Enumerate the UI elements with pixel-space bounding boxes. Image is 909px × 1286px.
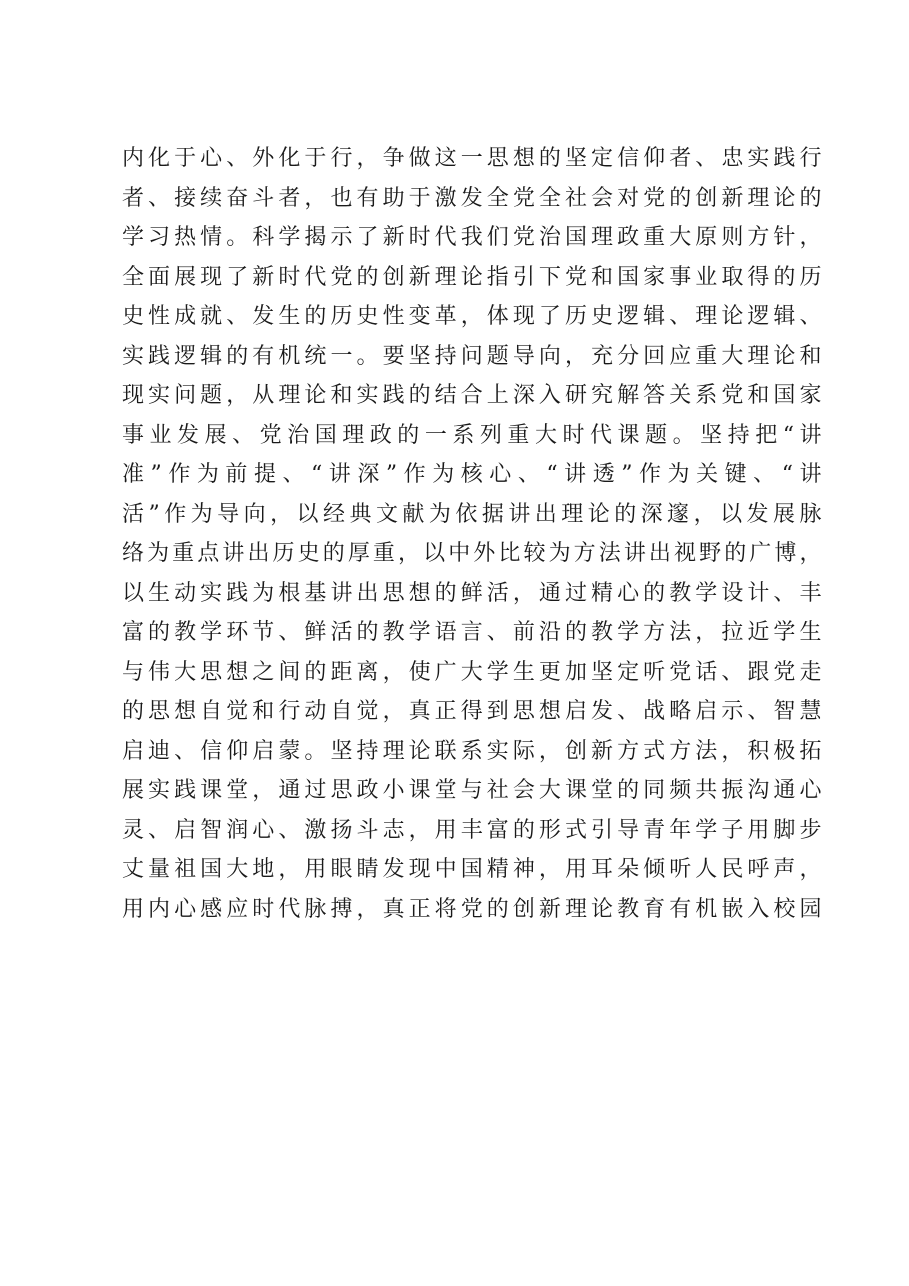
text-line: 实践逻辑的有机统一。要坚持问题导向，充分回应重大理论和	[122, 343, 822, 369]
body-paragraph	[122, 139, 822, 929]
text-line: 启迪、信仰启蒙。坚持理论联系实际，创新方式方法，积极拓	[122, 738, 822, 764]
text-line: 展实践课堂，通过思政小课堂与社会大课堂的同频共振沟通心	[122, 778, 822, 803]
text-line: 事业发展、党治国理政的一系列重大时代课题。坚持把“讲	[122, 422, 822, 448]
text-line: 的思想自觉和行动自觉，真正得到思想启发、战略启示、智慧	[122, 699, 822, 724]
text-line: 以生动实践为根基讲出思想的鲜活，通过精心的教学设计、丰	[122, 580, 822, 606]
text-line: 灵、启智润心、激扬斗志，用丰富的形式引导青年学子用脚步	[122, 817, 822, 843]
text-line: 者、接续奋斗者，也有助于激发全党全社会对党的创新理论的	[122, 185, 822, 211]
text-line: 准”作为前提、“讲深”作为核心、“讲透”作为关键、“讲	[122, 462, 822, 487]
text-line: 与伟大思想之间的距离，使广大学生更加坚定听党话、跟党走	[122, 659, 822, 685]
text-line: 用内心感应时代脉搏，真正将党的创新理论教育有机嵌入校园	[122, 896, 822, 922]
text-line: 络为重点讲出历史的厚重，以中外比较为方法讲出视野的广博，	[122, 541, 822, 566]
text-line: 内化于心、外化于行，争做这一思想的坚定信仰者、忠实践行	[122, 146, 822, 171]
text-line: 丈量祖国大地，用眼睛发现中国精神，用耳朵倾听人民呼声，	[122, 857, 822, 882]
text-line: 全面展现了新时代党的创新理论指引下党和国家事业取得的历	[122, 264, 822, 290]
text-line: 现实问题，从理论和实践的结合上深入研究解答关系党和国家	[122, 383, 822, 408]
text-line: 富的教学环节、鲜活的教学语言、前沿的教学方法，拉近学生	[122, 620, 822, 645]
text-line: 学习热情。科学揭示了新时代我们党治国理政重大原则方针，	[122, 225, 822, 250]
text-line: 史性成就、发生的历史性变革，体现了历史逻辑、理论逻辑、	[122, 304, 822, 329]
text-line: 活”作为导向，以经典文献为依据讲出理论的深邃，以发展脉	[122, 501, 822, 527]
